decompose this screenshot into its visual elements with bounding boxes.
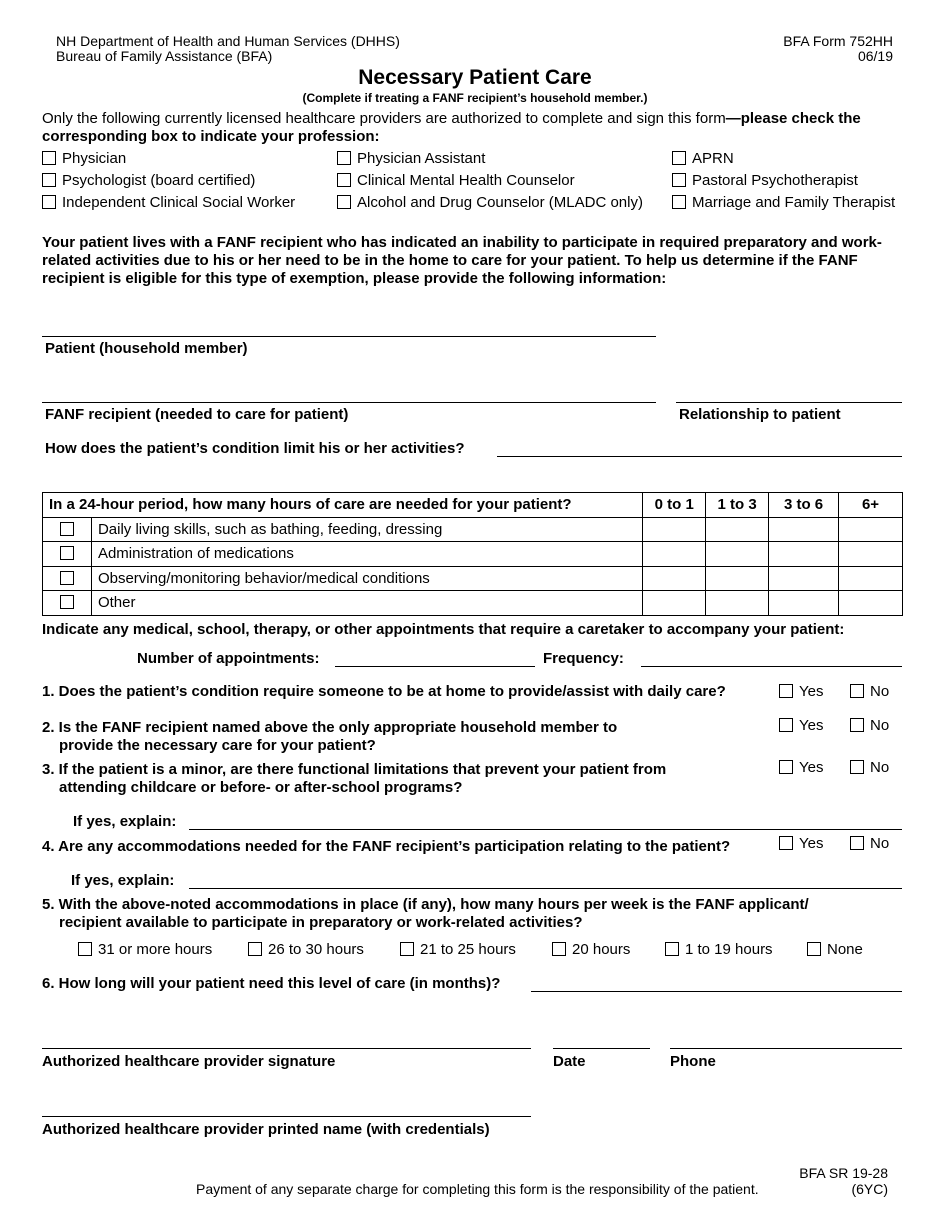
- hours-option[interactable]: 20 hours: [552, 941, 630, 958]
- checkbox[interactable]: [665, 942, 679, 956]
- date-label: Date: [553, 1053, 586, 1070]
- patient-input-line[interactable]: [42, 336, 656, 337]
- hours-cell[interactable]: [839, 517, 903, 542]
- printed-name-input[interactable]: [42, 1116, 531, 1117]
- table-row: [43, 566, 903, 591]
- q1-no[interactable]: No: [850, 683, 889, 700]
- checkbox[interactable]: [337, 151, 351, 165]
- relationship-input-line[interactable]: [676, 402, 902, 403]
- question-3: 3. If the patient is a minor, are there functional limitations that prevent your patient from attending childcare or before- or after-school programs?: [42, 761, 667, 796]
- dept-name: NH Department of Health and Human Services (DHHS): [56, 33, 400, 49]
- checkbox[interactable]: [850, 760, 864, 774]
- hours-option[interactable]: 1 to 19 hours: [665, 941, 773, 958]
- q2-yes[interactable]: Yes: [779, 717, 823, 734]
- profession-option[interactable]: Independent Clinical Social Worker: [42, 194, 295, 211]
- table-row: [43, 542, 903, 567]
- hours-cell[interactable]: [769, 566, 839, 591]
- date-input[interactable]: [553, 1048, 650, 1049]
- q4-explain-input[interactable]: [189, 888, 902, 889]
- profession-option[interactable]: Pastoral Psychotherapist: [672, 172, 858, 189]
- checkbox[interactable]: [779, 684, 793, 698]
- column-header: 3 to 6: [769, 493, 839, 518]
- question-4: 4. Are any accommodations needed for the FANF recipient’s participation relating to the patient?: [42, 838, 731, 855]
- checkbox[interactable]: [672, 151, 686, 165]
- profession-option[interactable]: Alcohol and Drug Counselor (MLADC only): [337, 194, 643, 211]
- hours-cell[interactable]: [643, 542, 706, 567]
- care-question: In a 24-hour period, how many hours of care are needed for your patient?: [43, 493, 643, 518]
- condition-input-line[interactable]: [497, 456, 902, 457]
- page-title: Necessary Patient Care: [358, 66, 592, 89]
- column-header: 6+: [839, 493, 903, 518]
- recipient-input-line[interactable]: [42, 402, 656, 403]
- checkbox[interactable]: [779, 760, 793, 774]
- checkbox[interactable]: [60, 571, 74, 585]
- intro-text: [42, 110, 912, 146]
- hours-cell[interactable]: [643, 566, 706, 591]
- q4-yes[interactable]: Yes: [779, 835, 823, 852]
- checkbox[interactable]: [78, 942, 92, 956]
- q6-input[interactable]: [531, 991, 902, 992]
- bureau-name: Bureau of Family Assistance (BFA): [56, 48, 273, 64]
- hours-cell[interactable]: [643, 517, 706, 542]
- intro-bold: —please check the corresponding box to indicate your profession:: [42, 110, 861, 145]
- appointments-number-label: Number of appointments:: [137, 650, 320, 667]
- checkbox[interactable]: [337, 173, 351, 187]
- payment-note: Payment of any separate charge for completing this form is the responsibility of the patient.: [196, 1181, 759, 1197]
- condition-label: How does the patient’s condition limit his or her activities?: [45, 440, 465, 457]
- q3-explain-label: If yes, explain:: [73, 813, 177, 830]
- hours-option[interactable]: 21 to 25 hours: [400, 941, 516, 958]
- appointments-prompt: Indicate any medical, school, therapy, or other appointments that require a caretaker to accompany your patient:: [42, 621, 845, 638]
- profession-option[interactable]: Physician: [42, 150, 126, 167]
- profession-option[interactable]: Physician Assistant: [337, 150, 485, 167]
- checkbox[interactable]: [807, 942, 821, 956]
- profession-option[interactable]: Marriage and Family Therapist: [672, 194, 895, 211]
- hours-cell[interactable]: [706, 542, 769, 567]
- checkbox[interactable]: [42, 173, 56, 187]
- checkbox[interactable]: [552, 942, 566, 956]
- hours-cell[interactable]: [706, 517, 769, 542]
- form-code: (6YC): [851, 1181, 888, 1197]
- form-number: BFA Form 752HH: [783, 33, 893, 49]
- checkbox[interactable]: [672, 195, 686, 209]
- care-item-label: Observing/monitoring behavior/medical conditions: [91, 566, 642, 591]
- checkbox[interactable]: [400, 942, 414, 956]
- appointments-number-input[interactable]: [335, 666, 535, 667]
- hours-cell[interactable]: [769, 517, 839, 542]
- column-header: 1 to 3: [706, 493, 769, 518]
- sr-number: BFA SR 19-28: [799, 1165, 888, 1181]
- checkbox[interactable]: [60, 595, 74, 609]
- hours-cell[interactable]: [706, 591, 769, 616]
- profession-option[interactable]: APRN: [672, 150, 734, 167]
- checkbox[interactable]: [60, 522, 74, 536]
- q4-explain-label: If yes, explain:: [71, 872, 175, 889]
- frequency-label: Frequency:: [543, 650, 624, 667]
- question-1: 1. Does the patient’s condition require someone to be at home to provide/assist with daily care?: [42, 683, 726, 700]
- hours-cell[interactable]: [839, 591, 903, 616]
- question-6: 6. How long will your patient need this level of care (in months)?: [42, 975, 501, 992]
- eligibility-statement: Your patient lives with a FANF recipient who has indicated an inability to participate in required preparatory and work-related activities due to his or her need to be in the home to care for your patient. To help us determine if the FANF recipient is eligible for this type of exemption, please provide the following information:: [42, 234, 882, 287]
- q2-no[interactable]: No: [850, 717, 889, 734]
- hours-option[interactable]: 26 to 30 hours: [248, 941, 364, 958]
- relationship-label: Relationship to patient: [679, 406, 841, 423]
- intro-plain: Only the following currently licensed healthcare providers are authorized to complete and sign this form: [42, 110, 726, 127]
- hours-cell[interactable]: [839, 542, 903, 567]
- form-id-block: [783, 34, 893, 64]
- form-date: 06/19: [857, 48, 893, 64]
- checkbox[interactable]: [779, 718, 793, 732]
- hours-cell[interactable]: [643, 591, 706, 616]
- profession-option[interactable]: Clinical Mental Health Counselor: [337, 172, 575, 189]
- checkbox[interactable]: [42, 151, 56, 165]
- checkbox[interactable]: [779, 836, 793, 850]
- agency-block: [56, 34, 400, 64]
- checkbox[interactable]: [672, 173, 686, 187]
- hours-cell[interactable]: [706, 566, 769, 591]
- care-item-label: Administration of medications: [91, 542, 642, 567]
- checkbox[interactable]: [850, 836, 864, 850]
- column-header: 0 to 1: [643, 493, 706, 518]
- phone-label: Phone: [670, 1053, 716, 1070]
- q3-yes[interactable]: Yes: [779, 759, 823, 776]
- signature-label: Authorized healthcare provider signature: [42, 1053, 336, 1070]
- table-row: [43, 591, 903, 616]
- q3-no[interactable]: No: [850, 759, 889, 776]
- recipient-label: FANF recipient (needed to care for patient): [45, 406, 349, 423]
- signature-input[interactable]: [42, 1048, 531, 1049]
- hours-option[interactable]: None: [807, 941, 863, 958]
- question-5: 5. With the above-noted accommodations in place (if any), how many hours per week is the FANF applicant/ recipient available to participate in preparatory or work-related activities?: [42, 896, 809, 931]
- q1-yes[interactable]: Yes: [779, 683, 823, 700]
- page-subtitle: (Complete if treating a FANF recipient’s household member.): [302, 91, 648, 105]
- hours-cell[interactable]: [839, 566, 903, 591]
- care-item-label: Other: [91, 591, 642, 616]
- table-header-row: [43, 493, 903, 518]
- printed-name-label: Authorized healthcare provider printed name (with credentials): [42, 1121, 490, 1138]
- checkbox[interactable]: [337, 195, 351, 209]
- checkbox[interactable]: [850, 718, 864, 732]
- q3-explain-input[interactable]: [189, 829, 902, 830]
- hours-cell[interactable]: [769, 542, 839, 567]
- question-2: 2. Is the FANF recipient named above the only appropriate household member to provide the necessary care for your patient?: [42, 719, 618, 754]
- checkbox[interactable]: [60, 546, 74, 560]
- table-row: [43, 517, 903, 542]
- q4-no[interactable]: No: [850, 835, 889, 852]
- care-hours-table: [42, 492, 903, 616]
- phone-input[interactable]: [670, 1048, 902, 1049]
- checkbox[interactable]: [248, 942, 262, 956]
- patient-label: Patient (household member): [45, 340, 248, 357]
- frequency-input[interactable]: [641, 666, 902, 667]
- profession-option[interactable]: Psychologist (board certified): [42, 172, 255, 189]
- care-item-label: Daily living skills, such as bathing, feeding, dressing: [91, 517, 642, 542]
- hours-option[interactable]: 31 or more hours: [78, 941, 212, 958]
- checkbox[interactable]: [850, 684, 864, 698]
- footer-codes: [799, 1165, 888, 1197]
- checkbox[interactable]: [42, 195, 56, 209]
- hours-cell[interactable]: [769, 591, 839, 616]
